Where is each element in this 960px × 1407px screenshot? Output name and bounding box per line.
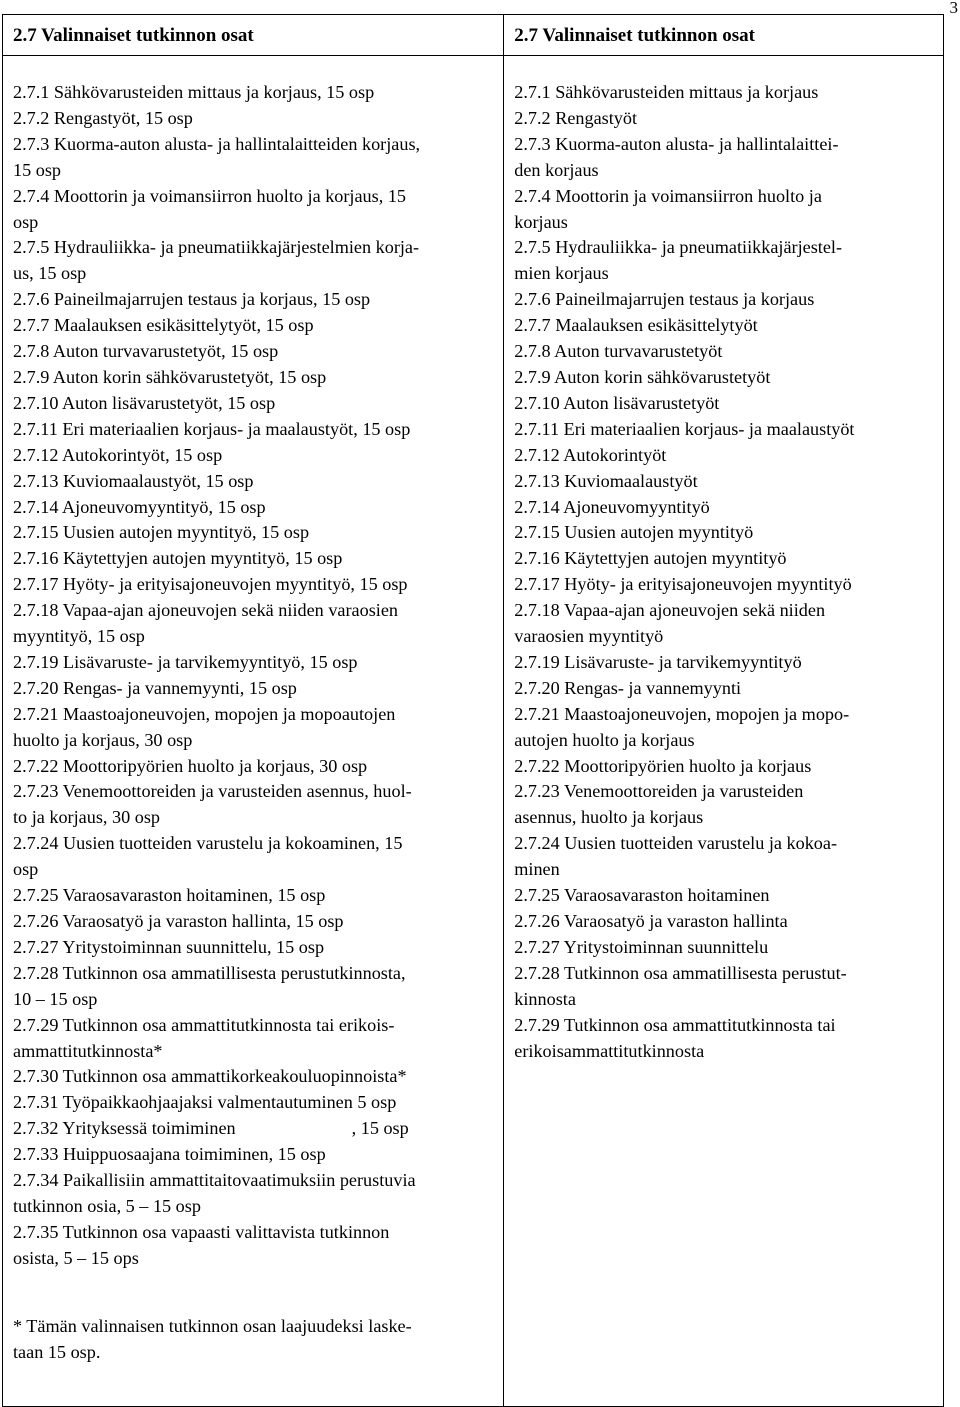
list-item: 2.7.1 Sähkövarusteiden mittaus ja korjaus, 15 osp: [13, 82, 375, 102]
list-item: 2.7.19 Lisävaruste- ja tarvikemyyntityö, 15 osp: [13, 651, 358, 672]
list-item: 2.7.17 Hyöty- ja erityisajoneuvojen myyntityö, 15 osp: [13, 574, 408, 595]
list-item: 2.7.7 Maalauksen esikäsittelytyöt, 15 osp: [13, 315, 314, 336]
list-item: 2.7.28 Tutkinnon osa ammatillisesta perustutkinnosta,: [13, 962, 406, 983]
left-item-list-tail: [13, 1142, 493, 1272]
list-item: 2.7.10 Auton lisävarustetyöt: [514, 392, 720, 413]
list-item: to ja korjaus, 30 osp: [13, 807, 161, 828]
list-item: 2.7.4 Moottorin ja voimansiirron huolto ja korjaus, 15: [13, 185, 407, 206]
footnote-line: taan 15 osp.: [13, 1341, 101, 1362]
page-number: 3: [949, 0, 958, 17]
list-item: 2.7.25 Varaosavaraston hoitaminen: [514, 885, 770, 906]
list-item: tutkinnon osia, 5 – 15 osp: [13, 1195, 201, 1216]
list-item: 2.7.13 Kuviomaalaustyöt: [514, 470, 698, 491]
list-item: 2.7.22 Moottoripyörien huolto ja korjaus: [514, 755, 812, 776]
list-item: 2.7.12 Autokorintyöt, 15 osp: [13, 444, 223, 465]
list-item: 2.7.13 Kuviomaalaustyöt, 15 osp: [13, 470, 254, 491]
list-item: 2.7.5 Hydrauliikka- ja pneumatiikkajärjestel-: [514, 237, 843, 258]
comparison-table: [2, 14, 944, 1407]
list-item: 2.7.7 Maalauksen esikäsittelytyöt: [514, 315, 758, 336]
list-item: 2.7.30 Tutkinnon osa ammattikorkeakouluopinnoista*: [13, 1066, 407, 1087]
list-item: 15 osp: [13, 159, 61, 180]
list-item: mien korjaus: [514, 263, 609, 284]
list-item: 2.7.12 Autokorintyöt: [514, 444, 667, 465]
list-item: autojen huolto ja korjaus: [514, 729, 695, 750]
list-item: varaosien myyntityö: [514, 626, 664, 647]
list-item: 2.7.20 Rengas- ja vannemyynti: [514, 677, 742, 698]
list-item: 2.7.9 Auton korin sähkövarustetyöt, 15 osp: [13, 366, 327, 387]
list-item: 2.7.6 Paineilmajarrujen testaus ja korjaus, 15 osp: [13, 289, 371, 310]
list-item: 2.7.33 Huippuosaajana toimiminen, 15 osp: [13, 1144, 326, 1165]
list-item: 2.7.20 Rengas- ja vannemyynti, 15 osp: [13, 677, 297, 698]
body-row: [3, 56, 944, 1407]
list-item: 2.7.3 Kuorma-auton alusta- ja hallintalaittei-: [514, 133, 839, 154]
list-item: 2.7.17 Hyöty- ja erityisajoneuvojen myyntityö: [514, 574, 852, 595]
list-item: korjaus: [514, 211, 568, 232]
list-item: myyntityö, 15 osp: [13, 626, 145, 647]
list-item: 2.7.24 Uusien tuotteiden varustelu ja kokoaminen, 15: [13, 833, 403, 854]
list-item: osp: [13, 859, 39, 880]
footnote: [13, 1314, 493, 1366]
item-32-label: 2.7.32 Yrityksessä toimiminen: [13, 1118, 236, 1139]
list-item: 2.7.25 Varaosavaraston hoitaminen, 15 osp: [13, 885, 326, 906]
list-item: 2.7.21 Maastoajoneuvojen, mopojen ja mopo-: [514, 703, 850, 724]
list-item: erikoisammattitutkinnosta: [514, 1040, 705, 1061]
list-item: osp: [13, 211, 39, 232]
list-item: 2.7.29 Tutkinnon osa ammattitutkinnosta tai erikois-: [13, 1014, 395, 1035]
list-item: 2.7.2 Rengastyöt, 15 osp: [13, 107, 193, 128]
list-item: 2.7.26 Varaosatyö ja varaston hallinta: [514, 911, 788, 931]
list-item: 2.7.23 Venemoottoreiden ja varusteiden: [514, 781, 804, 802]
list-item: [13, 1116, 493, 1142]
list-item: 2.7.14 Ajoneuvomyyntityö, 15 osp: [13, 496, 266, 517]
header-row: [3, 15, 944, 56]
list-item: 2.7.10 Auton lisävarustetyöt, 15 osp: [13, 392, 276, 413]
list-item: 2.7.16 Käytettyjen autojen myyntityö: [514, 548, 787, 569]
item-32-credits: , 15 osp: [351, 1118, 409, 1139]
list-item: 2.7.31 Työpaikkaohjaajaksi valmentautuminen 5 osp: [13, 1092, 397, 1113]
footnote-line: * Tämän valinnaisen tutkinnon osan laajuudeksi laske-: [13, 1315, 412, 1336]
list-item: 2.7.4 Moottorin ja voimansiirron huolto ja: [514, 185, 822, 206]
list-item: den korjaus: [514, 159, 599, 180]
left-heading: 2.7 Valinnaiset tutkinnon osat: [3, 15, 504, 56]
left-column: [3, 56, 504, 1407]
list-item: 2.7.34 Paikallisiin ammattitaitovaatimuksiin perustuvia: [13, 1170, 416, 1191]
list-item: minen: [514, 859, 560, 880]
list-item: 10 – 15 osp: [13, 988, 98, 1009]
list-item: 2.7.35 Tutkinnon osa vapaasti valittavista tutkinnon: [13, 1221, 390, 1242]
list-item: 2.7.18 Vapaa-ajan ajoneuvojen sekä niiden varaosien: [13, 600, 398, 621]
list-item: us, 15 osp: [13, 263, 87, 284]
list-item: 2.7.3 Kuorma-auton alusta- ja hallintalaitteiden korjaus,: [13, 133, 421, 154]
list-item: 2.7.27 Yritystoiminnan suunnittelu: [514, 936, 769, 957]
list-item: 2.7.14 Ajoneuvomyyntityö: [514, 496, 710, 517]
list-item: 2.7.11 Eri materiaalien korjaus- ja maalaustyöt: [514, 418, 855, 439]
list-item: 2.7.28 Tutkinnon osa ammatillisesta perustut-: [514, 962, 847, 983]
list-item: 2.7.19 Lisävaruste- ja tarvikemyyntityö: [514, 651, 802, 672]
list-item: 2.7.16 Käytettyjen autojen myyntityö, 15 osp: [13, 548, 343, 569]
list-item: 2.7.27 Yritystoiminnan suunnittelu, 15 osp: [13, 936, 325, 957]
list-item: huolto ja korjaus, 30 osp: [13, 729, 193, 750]
list-item: 2.7.11 Eri materiaalien korjaus- ja maalaustyöt, 15 osp: [13, 418, 411, 439]
list-item: 2.7.26 Varaosatyö ja varaston hallinta, 15 osp: [13, 911, 344, 931]
list-item: 2.7.15 Uusien autojen myyntityö, 15 osp: [13, 522, 310, 543]
right-heading: 2.7 Valinnaiset tutkinnon osat: [504, 15, 944, 56]
list-item: asennus, huolto ja korjaus: [514, 807, 704, 828]
right-item-list: [514, 80, 933, 1064]
list-item: 2.7.1 Sähkövarusteiden mittaus ja korjaus: [514, 82, 819, 102]
list-item: 2.7.18 Vapaa-ajan ajoneuvojen sekä niiden: [514, 600, 826, 621]
list-item: osista, 5 – 15 ops: [13, 1247, 139, 1268]
list-item: 2.7.15 Uusien autojen myyntityö: [514, 522, 754, 543]
list-item: 2.7.5 Hydrauliikka- ja pneumatiikkajärjestelmien korja-: [13, 237, 420, 258]
list-item: 2.7.8 Auton turvavarustetyöt, 15 osp: [13, 341, 279, 362]
list-item: 2.7.22 Moottoripyörien huolto ja korjaus, 30 osp: [13, 755, 368, 776]
list-item: kinnosta: [514, 988, 576, 1009]
right-column: [504, 56, 944, 1407]
list-item: 2.7.2 Rengastyöt: [514, 107, 638, 128]
list-item: 2.7.24 Uusien tuotteiden varustelu ja kokoa-: [514, 833, 838, 854]
list-item: ammattitutkinnosta*: [13, 1040, 163, 1061]
list-item: 2.7.8 Auton turvavarustetyöt: [514, 341, 723, 362]
list-item: 2.7.6 Paineilmajarrujen testaus ja korjaus: [514, 289, 815, 310]
list-item: 2.7.29 Tutkinnon osa ammattitutkinnosta tai: [514, 1014, 836, 1035]
left-item-list: [13, 80, 493, 1116]
list-item: 2.7.9 Auton korin sähkövarustetyöt: [514, 366, 771, 387]
list-item: 2.7.23 Venemoottoreiden ja varusteiden asennus, huol-: [13, 781, 412, 802]
list-item: 2.7.21 Maastoajoneuvojen, mopojen ja mopoautojen: [13, 703, 396, 724]
